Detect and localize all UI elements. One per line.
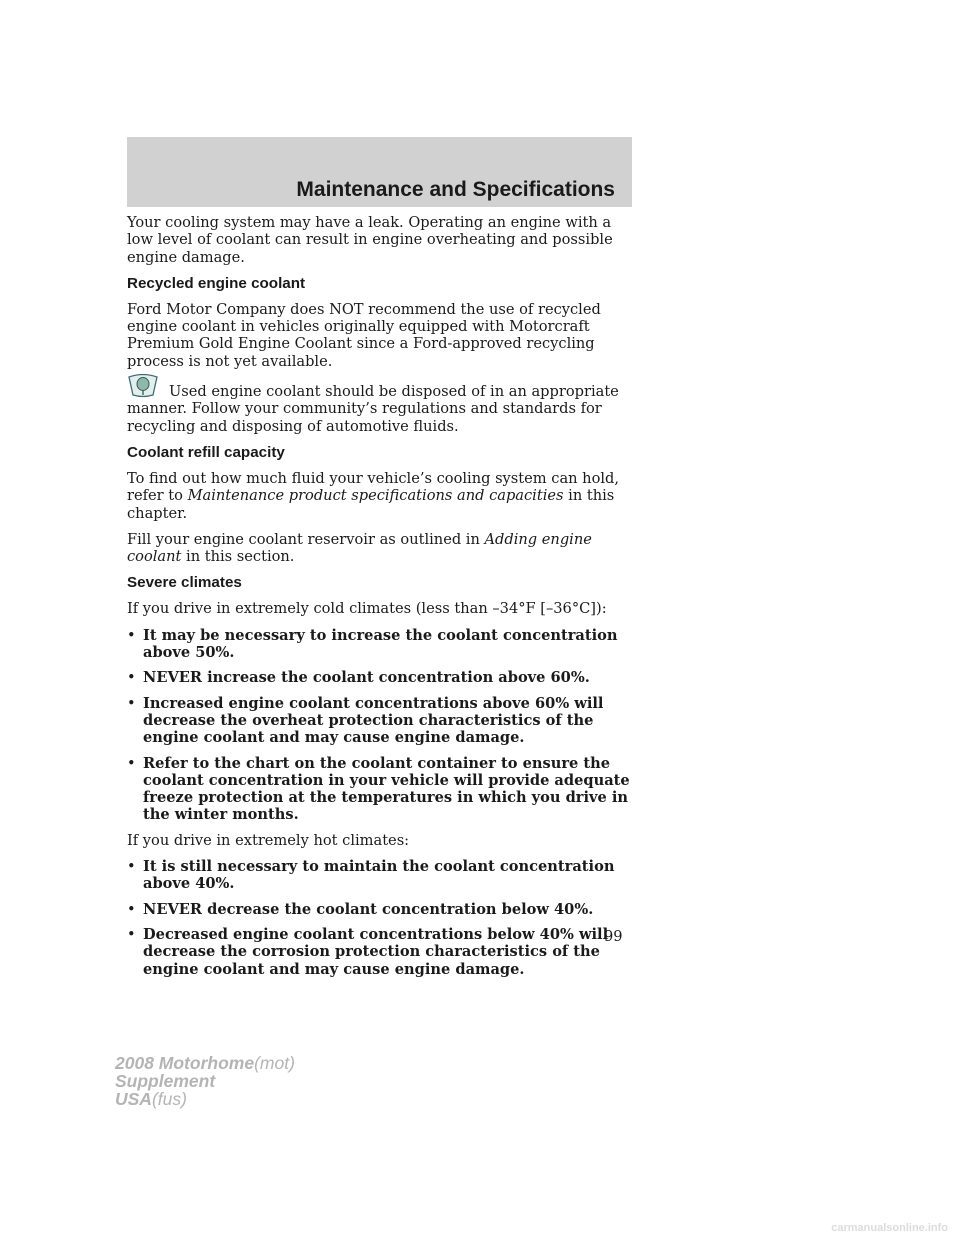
intro-paragraph: Your cooling system may have a leak. Operating an engine with a low level of coolant can result in engine overheating and possible engine damage. xyxy=(127,214,613,266)
refill-capacity-text: To find out how much fluid your vehicle’s cooling system can hold, refer to xyxy=(127,469,620,505)
footer-model: 2008 Motorhome xyxy=(115,1053,255,1073)
bullet-icon: • xyxy=(127,754,136,772)
fill-reservoir-text-end: in this section. xyxy=(186,548,295,566)
bullet-icon: • xyxy=(127,694,136,712)
specifications-reference: Maintenance product specifications and capacities xyxy=(187,487,564,505)
refill-capacity-heading: Coolant refill capacity xyxy=(127,443,285,461)
section-title: Maintenance and Specifications xyxy=(296,178,615,201)
bullet-icon: • xyxy=(127,626,136,644)
list-item-text: It may be necessary to increase the coolant concentration above 50%. xyxy=(143,626,618,662)
list-item xyxy=(127,669,632,686)
recycled-coolant-heading: Recycled engine coolant xyxy=(127,274,306,292)
list-item-text: It is still necessary to maintain the coolant concentration above 40%. xyxy=(143,858,615,893)
bullet-icon: • xyxy=(127,925,136,943)
page-content xyxy=(127,214,632,986)
list-item xyxy=(127,695,632,747)
cold-climates-list xyxy=(127,627,632,824)
footer-supplement: Supplement xyxy=(115,1071,216,1091)
list-item-text: Decreased engine coolant concentrations below 40% will decrease the corrosion protection characteristics of the engine coolant and may cause engine damage. xyxy=(143,925,609,978)
fill-reservoir-paragraph xyxy=(127,531,632,566)
fill-reservoir-text: Fill your engine coolant reservoir as outlined in xyxy=(127,530,480,548)
list-item-text: NEVER decrease the coolant concentration below 40%. xyxy=(143,900,594,918)
severe-climates-heading: Severe climates xyxy=(127,574,242,592)
list-item-text: Refer to the chart on the coolant container to ensure the coolant concentration in your vehicle will provide adequate freeze protection at the temperatures in which you drive in the winter months. xyxy=(143,754,630,824)
footer-market-code: (fus) xyxy=(151,1089,187,1109)
document-footer xyxy=(115,1054,295,1108)
list-item xyxy=(127,901,632,918)
hot-climates-intro: If you drive in extremely hot climates: xyxy=(127,831,410,849)
environment-note xyxy=(127,383,632,435)
adding-coolant-reference: Adding engine coolant xyxy=(127,530,592,566)
environment-leaf-icon xyxy=(127,374,159,398)
environment-note-text: Used engine coolant should be disposed of in an appropriate manner. Follow your community’s regulations and standards for recycling and disposing of automotive fluids. xyxy=(127,383,619,435)
footer-market: USA xyxy=(115,1089,152,1109)
section-header-band xyxy=(127,137,632,207)
hot-climates-list xyxy=(127,858,632,978)
refill-capacity-paragraph xyxy=(127,470,632,522)
bullet-icon: • xyxy=(127,858,136,876)
cold-climates-intro: If you drive in extremely cold climates (less than –34°F [–36°C]): xyxy=(127,600,607,618)
bullet-icon: • xyxy=(127,669,136,687)
page-number: 99 xyxy=(604,928,623,945)
list-item xyxy=(127,627,632,662)
list-item xyxy=(127,926,632,978)
recycled-coolant-paragraph: Ford Motor Company does NOT recommend the use of recycled engine coolant in vehicles originally equipped with Motorcraft Premium Gold Engine Coolant since a Ford-approved recycling process is not yet available. xyxy=(127,300,601,370)
footer-model-code: (mot) xyxy=(254,1053,295,1073)
list-item xyxy=(127,755,632,824)
site-watermark: carmanualsonline.info xyxy=(831,1222,948,1234)
list-item xyxy=(127,858,632,893)
list-item-text: Increased engine coolant concentrations above 60% will decrease the overheat protection characteristics of the engine coolant and may cause engine damage. xyxy=(143,694,604,747)
bullet-icon: • xyxy=(127,900,136,918)
refill-capacity-text-end: in this chapter. xyxy=(127,487,615,522)
list-item-text: NEVER increase the coolant concentration above 60%. xyxy=(143,669,590,687)
